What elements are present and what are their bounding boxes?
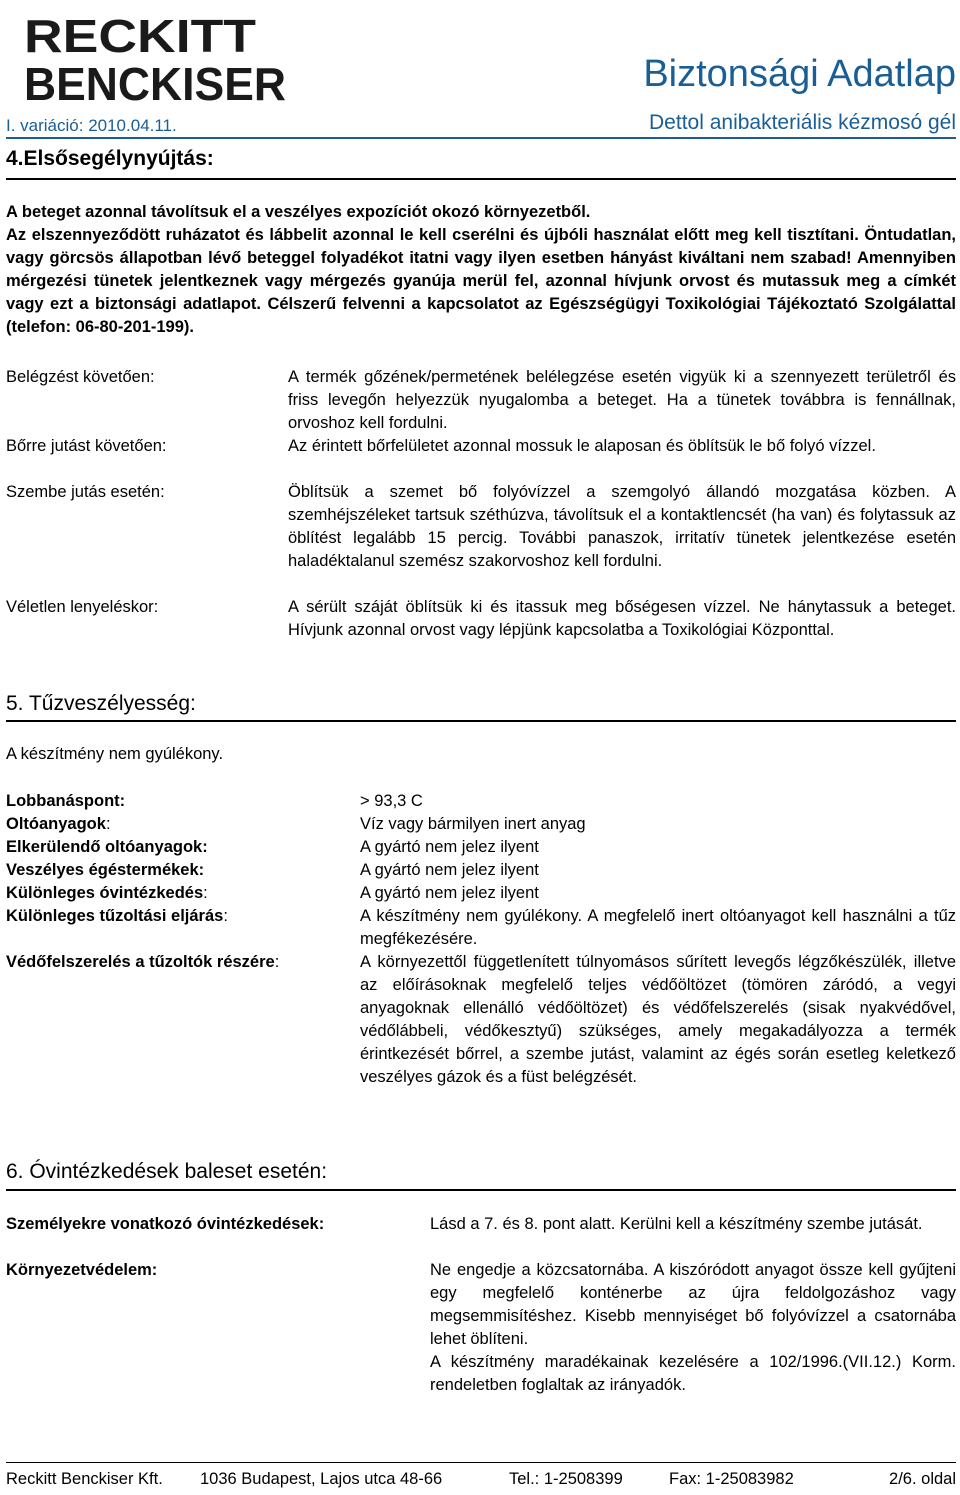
footer-page-number: 2/6. oldal [889, 1470, 956, 1488]
item-label: Szembe jutás esetén: [6, 483, 165, 501]
environmental-text-2: A készítmény maradékainak kezelésére a 102/1996.(VII.12.) Korm. rendeletben foglaltak az irányadók. [430, 1353, 956, 1394]
item-label: Környezetvédelem: [6, 1261, 158, 1279]
section-6-divider [6, 1189, 956, 1191]
footer-address: 1036 Budapest, Lajos utca 48-66 [200, 1470, 443, 1488]
item-label: Veszélyes égéstermékek: [6, 861, 205, 879]
logo-line2: BENCKISER [24, 58, 286, 106]
item-label: Bőrre jutást követően: [6, 437, 167, 455]
item-text: A környezettől függetlenített túlnyomásos sűrített levegős légzőkészülék, illetve az előírásoknak megfelelő teljes védőöltözet (tömören záródó, a vegyi anyagoknak ellenálló védőöltözet) és védőfelszerelés (sisak nyakvédővel, védőlábbeli, védőkesztyű) szükséges, amely megakadályozza a termék érintkezését bőrrel, a szembe jutást, valamint az égés során esetleg keletkező veszélyes gázok és a füst belégzését. [360, 953, 956, 1086]
item-label: Oltóanyagok [6, 815, 106, 833]
item-label: Különleges tűzoltási eljárás [6, 907, 224, 925]
item-text: A készítmény nem gyúlékony. A megfelelő inert oltóanyagot kell használni a tűz megfékezésére. [360, 907, 956, 948]
section-6-title: 6. Óvintézkedések baleset esetén: [6, 1160, 328, 1183]
document-title: Biztonsági Adatlap [643, 53, 956, 95]
intro-paragraph-2: Az elszennyeződött ruházatot és lábbelit azonnal le kell cserélni és újbóli használat előtt meg kell tisztítani. Öntudatlan, vagy görcsös állapotban lévő beteggel folyadékot itatni vagy ilyen esetben hányást kiváltani nem szabad! Amennyiben mérgezési tünetek jelentkeznek vagy mérgezés gyanúja merül fel, azonnal hívjunk orvost és mutassuk meg a címkét vagy ezt a biztonsági adatlapot. Célszerű felvenni a kapcsolatot az Egészségügyi Toxikológiai Tájékoztató Szolgálattal (telefon: 06-80-201-199). [6, 226, 956, 336]
item-text: Öblítsük a szemet bő folyóvízzel a szemgolyó állandó mozgatása közben. A szemhéjszéleket tartsuk széthúzva, távolítsuk el a kontaktlencsét (ha van) és folytassuk az öblítést legalább 15 percig. További panaszok, irritatív tünetek jelentkezése esetén haladéktalanul szemész szakorvoshoz kell fordulni. [288, 483, 956, 570]
section-4-divider [6, 178, 956, 180]
item-text: A gyártó nem jelez ilyent [360, 838, 539, 856]
version-label: I. variáció: 2010.04.11. [6, 116, 177, 135]
section-4-title: 4.Elsősegélynyújtás: [6, 147, 214, 170]
item-text: Víz vagy bármilyen inert anyag [360, 815, 586, 833]
section-5-intro: A készítmény nem gyúlékony. [6, 745, 224, 763]
item-text: Az érintett bőrfelületet azonnal mossuk le alaposan és öblítsük le bő folyó vízzel. [288, 437, 876, 455]
intro-line-1: A beteget azonnal távolítsuk el a veszélyes expozíciót okozó környezetből. [6, 203, 591, 221]
section-5-divider [6, 720, 956, 722]
item-label: Lobbanáspont: [6, 792, 126, 810]
section-5-title: 5. Tűzveszélyesség: [6, 692, 196, 715]
item-label: Védőfelszerelés a tűzoltók részére [6, 953, 275, 971]
section-4-intro [6, 201, 956, 339]
company-logo [22, 6, 290, 106]
item-label: Különleges óvintézkedés [6, 884, 204, 902]
logo-line1: RECKITT [24, 10, 256, 62]
item-text: A termék gőzének/permetének belélegzése esetén vigyük ki a szennyezett területről és friss levegőn helyezzük nyugalomba a beteget. Ha a tünetek továbbra is fennállnak, orvoshoz kell fordulni. [288, 368, 956, 432]
item-label: Belégzést követően: [6, 368, 155, 386]
item-text: > 93,3 C [360, 792, 423, 810]
footer-company: Reckitt Benckiser Kft. [6, 1470, 163, 1488]
item-text: A gyártó nem jelez ilyent [360, 884, 539, 902]
item-label: Elkerülendő oltóanyagok: [6, 838, 208, 856]
item-text: A sérült száját öblítsük ki és itassuk meg bőségesen vízzel. Ne hánytassuk a beteget. Hívjunk azonnal orvost vagy lépjünk kapcsolatba a Toxikológiai Központtal. [288, 598, 956, 639]
footer-phone: Tel.: 1-2508399 [509, 1470, 623, 1488]
footer-divider [6, 1462, 956, 1463]
item-text: Lásd a 7. és 8. pont alatt. Kerülni kell a készítmény szembe jutását. [430, 1215, 923, 1233]
item-text [430, 1259, 956, 1397]
product-name: Dettol anibakteriális kézmosó gél [649, 111, 956, 134]
header-divider [6, 137, 956, 139]
item-text: A gyártó nem jelez ilyent [360, 861, 539, 879]
footer-fax: Fax: 1-25083982 [669, 1470, 794, 1488]
item-label: Véletlen lenyeléskor: [6, 598, 159, 616]
item-label: Személyekre vonatkozó óvintézkedések: [6, 1215, 325, 1233]
environmental-text-1: Ne engedje a közcsatornába. A kiszóródott anyagot össze kell gyűjteni egy megfelelő konténerbe az újra feldolgozáshoz vagy megsemmisítéshez. Kisebb mennyiséget bő folyóvízzel a csatornába lehet öblíteni. [430, 1261, 956, 1348]
